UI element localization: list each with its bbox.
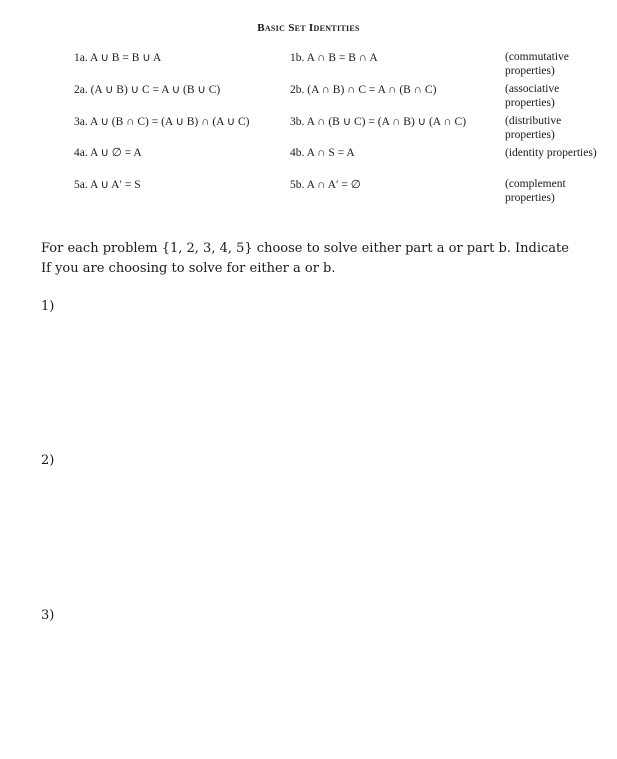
- property-distributive: (distributive properties): [505, 115, 562, 141]
- identity-3b: 3b. A ∩ (B ∪ C) = (A ∩ B) ∪ (A ∩ C): [290, 116, 467, 128]
- identity-4a: 4a. A ∪ ∅ = A: [74, 147, 142, 159]
- page-title: Basic Set Identities: [257, 22, 360, 34]
- identity-3a: 3a. A ∪ (B ∩ C) = (A ∪ B) ∩ (A ∪ C): [74, 116, 250, 128]
- problem-3-label: 3): [41, 608, 55, 623]
- identity-5a: 5a. A ∪ A′ = S: [74, 179, 141, 191]
- problem-1-label: 1): [41, 299, 55, 314]
- instructions-text: For each problem {1, 2, 3, 4, 5} choose to solve either part a or part b. Indicate If you are choosing to solve for either a or b.: [41, 241, 569, 276]
- identity-4b: 4b. A ∩ S = A: [290, 147, 355, 159]
- property-commutative: (commutative properties): [505, 51, 569, 77]
- identity-2a: 2a. (A ∪ B) ∪ C = A ∪ (B ∪ C): [74, 84, 221, 96]
- property-complement: (complement properties): [505, 178, 566, 204]
- identity-5b: 5b. A ∩ A′ = ∅: [290, 179, 361, 191]
- identity-1b: 1b. A ∩ B = B ∩ A: [290, 52, 378, 64]
- problem-2-label: 2): [41, 453, 55, 468]
- property-associative: (associative properties): [505, 83, 560, 109]
- identity-2b: 2b. (A ∩ B) ∩ C = A ∩ (B ∩ C): [290, 84, 437, 96]
- identity-1a: 1a. A ∪ B = B ∪ A: [74, 52, 162, 64]
- property-identity: (identity properties): [505, 147, 597, 159]
